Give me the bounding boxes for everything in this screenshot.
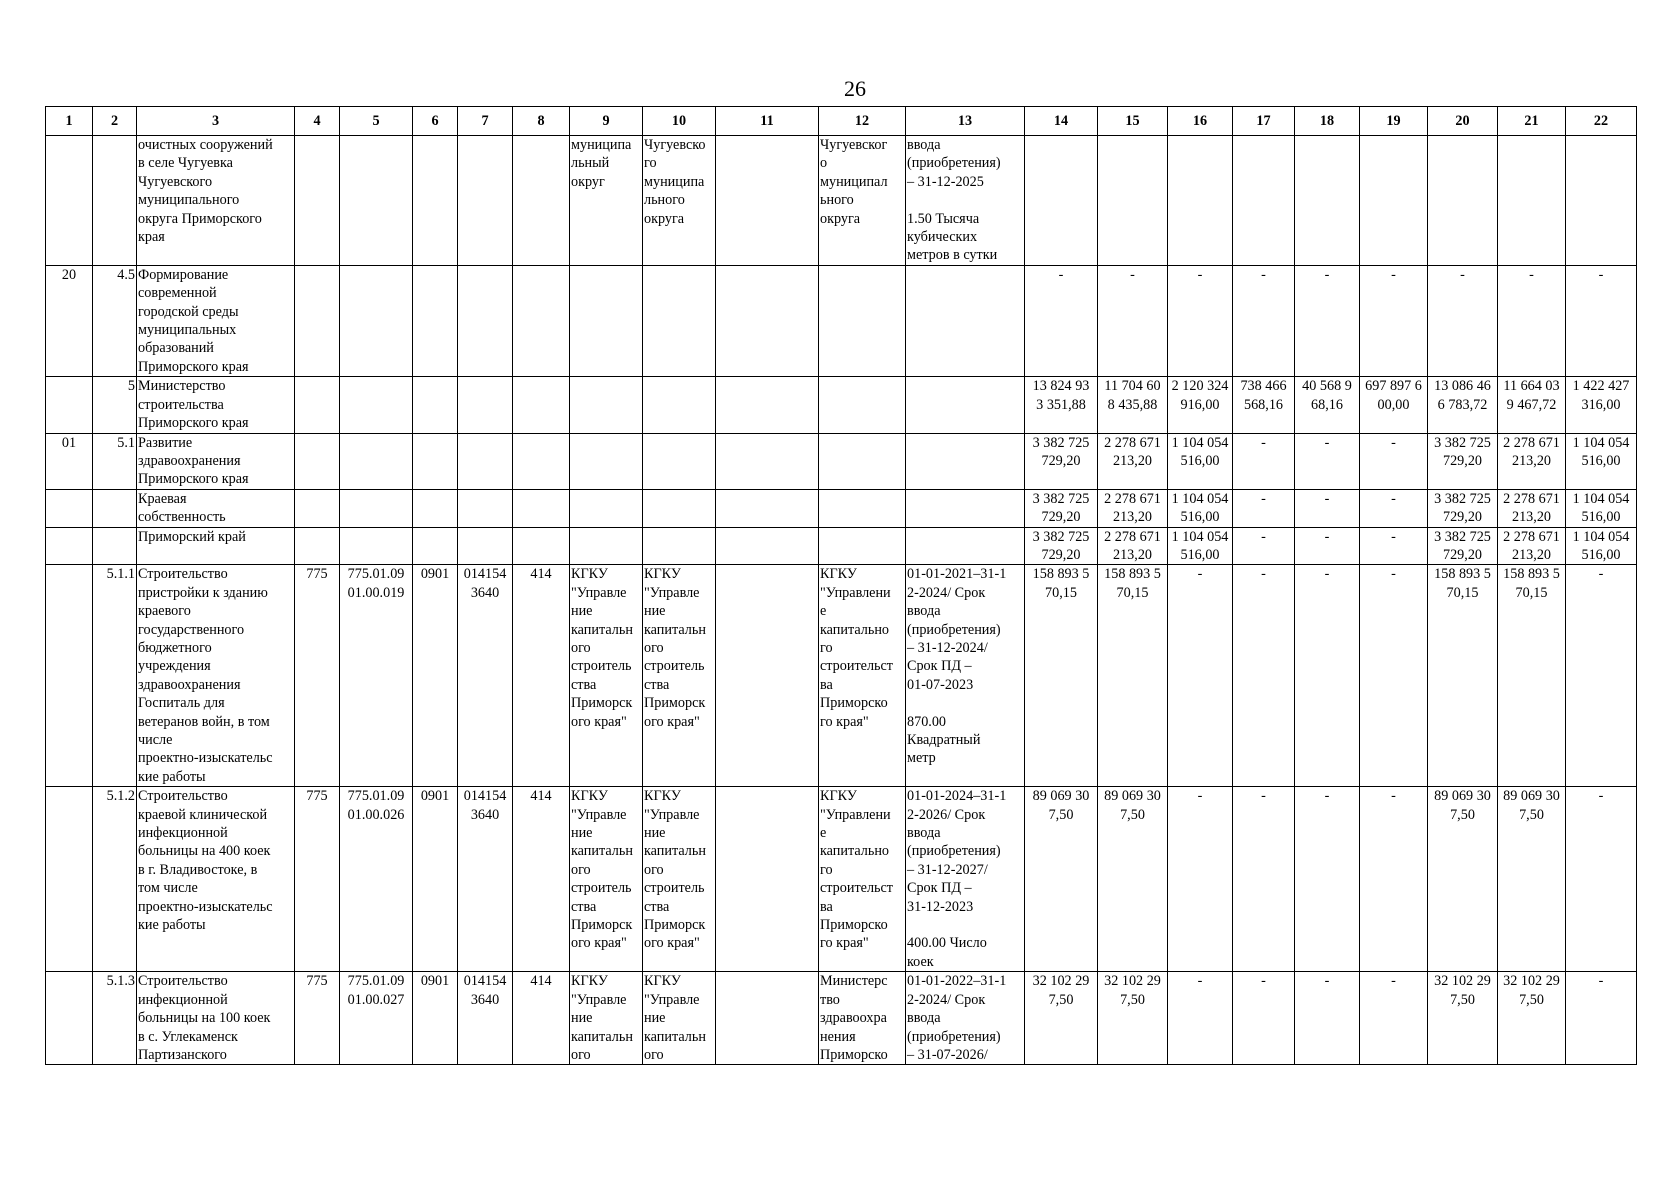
table-cell: 2 120 324 916,00 [1168,377,1233,433]
table-cell [46,377,93,433]
table-cell: 775 [295,565,340,787]
table-cell: - [1566,265,1637,376]
table-cell [819,489,906,527]
table-cell: 5.1.3 [93,972,137,1065]
page-number: 26 [844,76,866,101]
table-cell: - [1566,787,1637,972]
column-header: 15 [1098,107,1168,136]
table-cell: 3 382 725 729,20 [1025,527,1098,565]
table-cell [716,527,819,565]
table-cell: 697 897 6 00,00 [1360,377,1428,433]
table-cell: Развитие здравоохранения Приморского края [137,433,295,489]
table-cell: 775.01.09 01.00.019 [340,565,413,787]
table-cell [340,489,413,527]
table-cell: 01-01-2022–31-1 2-2024/ Срок ввода (приобретения) – 31-07-2026/ [906,972,1025,1065]
table-cell: 4.5 [93,265,137,376]
table-cell: - [1295,565,1360,787]
table-cell [819,527,906,565]
table-cell: - [1360,972,1428,1065]
table-cell [716,489,819,527]
column-header: 7 [458,107,513,136]
table-cell [1498,136,1566,266]
table-cell: 13 824 93 3 351,88 [1025,377,1098,433]
table-cell: 158 893 5 70,15 [1025,565,1098,787]
table-cell: 158 893 5 70,15 [1428,565,1498,787]
table-cell [643,489,716,527]
table-cell: 89 069 30 7,50 [1428,787,1498,972]
table-cell [46,136,93,266]
table-cell [413,265,458,376]
table-cell: КГКУ "Управле ние капитальн ого строитель ства Приморск ого края" [643,787,716,972]
column-header: 11 [716,107,819,136]
table-cell: 2 278 671 213,20 [1098,489,1168,527]
table-cell [513,489,570,527]
table-cell: - [1025,265,1098,376]
table-cell: 1 104 054 516,00 [1566,527,1637,565]
table-cell: - [1360,489,1428,527]
column-header: 5 [340,107,413,136]
table-cell [413,377,458,433]
table-row [46,787,1637,972]
table-cell [458,265,513,376]
table-cell: 3 382 725 729,20 [1428,527,1498,565]
table-cell [458,433,513,489]
table-cell: - [1295,489,1360,527]
column-header: 14 [1025,107,1098,136]
table-cell [46,972,93,1065]
table-row [46,565,1637,787]
table-cell: 775 [295,972,340,1065]
table-cell: - [1295,433,1360,489]
table-cell: - [1295,527,1360,565]
table-cell [716,377,819,433]
table-cell: - [1360,787,1428,972]
table-cell: - [1295,787,1360,972]
table-cell: - [1233,972,1295,1065]
table-cell [819,265,906,376]
column-header: 19 [1360,107,1428,136]
table-cell [906,265,1025,376]
table-cell: 2 278 671 213,20 [1498,527,1566,565]
table-cell [570,433,643,489]
table-cell: 32 102 29 7,50 [1428,972,1498,1065]
table-row [46,265,1637,376]
table-cell: 32 102 29 7,50 [1498,972,1566,1065]
column-header: 8 [513,107,570,136]
table-cell [570,377,643,433]
table-cell [716,265,819,376]
table-cell: 1 422 427 316,00 [1566,377,1637,433]
table-cell [93,489,137,527]
table-cell: 414 [513,787,570,972]
table-cell [906,433,1025,489]
table-cell [458,377,513,433]
table-cell [819,377,906,433]
table-cell: 1 104 054 516,00 [1566,433,1637,489]
table-cell [513,265,570,376]
table-cell [513,136,570,266]
column-header: 16 [1168,107,1233,136]
table-cell: - [1295,972,1360,1065]
table-cell [513,527,570,565]
table-cell [1025,136,1098,266]
table-cell: 014154 3640 [458,972,513,1065]
table-cell: 32 102 29 7,50 [1025,972,1098,1065]
table-cell: ввода (приобретения) – 31-12-2025 1.50 Тысяча кубических метров в сутки [906,136,1025,266]
table-cell: - [1360,265,1428,376]
table-cell: - [1360,527,1428,565]
table-cell: КГКУ "Управле ние капитальн ого строитель ства Приморск ого края" [570,787,643,972]
table-cell [46,527,93,565]
table-cell: 0901 [413,787,458,972]
table-cell [1168,136,1233,266]
table-cell [513,377,570,433]
table-cell: 1 104 054 516,00 [1168,527,1233,565]
table-cell: 89 069 30 7,50 [1498,787,1566,972]
table-cell: 5.1.1 [93,565,137,787]
table-cell [413,433,458,489]
table-cell [295,377,340,433]
table-cell: муниципа льный округ [570,136,643,266]
table-cell [1428,136,1498,266]
table-cell: Строительство краевой клинической инфекционной больницы на 400 коек в г. Владивостоке, в том числе проектно-изыскательс кие работы [137,787,295,972]
table-cell: 01-01-2021–31-1 2-2024/ Срок ввода (приобретения) – 31-12-2024/ Срок ПД – 01-07-2023 870.00 Квадратный метр [906,565,1025,787]
column-header: 1 [46,107,93,136]
table-cell [513,433,570,489]
column-header: 12 [819,107,906,136]
table-cell [340,433,413,489]
table-cell [819,433,906,489]
table-cell: КГКУ "Управле ние капитальн ого [643,972,716,1065]
table-cell: Министерс тво здравоохра нения Приморско [819,972,906,1065]
column-header: 18 [1295,107,1360,136]
table-cell [643,527,716,565]
table-cell [1566,136,1637,266]
table-cell: Краевая собственность [137,489,295,527]
column-header: 4 [295,107,340,136]
table-cell [295,489,340,527]
table-cell: КГКУ "Управле ние капитальн ого строитель ства Приморск ого края" [643,565,716,787]
table-cell [295,433,340,489]
table-cell [46,565,93,787]
table-cell [570,527,643,565]
table-cell: 775.01.09 01.00.026 [340,787,413,972]
table-cell: КГКУ "Управлени е капитально го строительст ва Приморско го края" [819,565,906,787]
table-cell: - [1168,972,1233,1065]
table-cell [716,433,819,489]
table-cell: 5.1 [93,433,137,489]
table-cell [570,489,643,527]
table-cell: - [1233,787,1295,972]
table-cell [570,265,643,376]
table-cell: Формирование современной городской среды муниципальных образований Приморского края [137,265,295,376]
table-cell: КГКУ "Управле ние капитальн ого [570,972,643,1065]
table-cell: 1 104 054 516,00 [1168,489,1233,527]
table-row [46,433,1637,489]
table-cell: 775 [295,787,340,972]
table-cell: 158 893 5 70,15 [1498,565,1566,787]
table-cell [413,489,458,527]
table-cell: 014154 3640 [458,565,513,787]
table-cell: - [1233,433,1295,489]
table-cell: 414 [513,972,570,1065]
table-cell: 1 104 054 516,00 [1566,489,1637,527]
table-cell: 0901 [413,565,458,787]
column-header: 2 [93,107,137,136]
table-row [46,136,1637,266]
table-cell [1295,136,1360,266]
table-cell [1098,136,1168,266]
column-header: 20 [1428,107,1498,136]
table-cell: КГКУ "Управлени е капитально го строительст ва Приморско го края" [819,787,906,972]
table-cell [46,489,93,527]
table-cell: 738 466 568,16 [1233,377,1295,433]
table-cell [340,136,413,266]
table-cell [458,527,513,565]
table-cell: КГКУ "Управле ние капитальн ого строитель ства Приморск ого края" [570,565,643,787]
table-cell: 40 568 9 68,16 [1295,377,1360,433]
table-cell [906,489,1025,527]
table-cell [906,527,1025,565]
table-cell: - [1168,565,1233,787]
table-cell [716,787,819,972]
table-cell [458,136,513,266]
header-row [46,107,1637,136]
table-cell: - [1233,265,1295,376]
table-cell [1233,136,1295,266]
table-cell [906,377,1025,433]
table-row [46,972,1637,1065]
table-cell: - [1295,265,1360,376]
table-cell: - [1360,433,1428,489]
table-cell: 2 278 671 213,20 [1498,433,1566,489]
table-cell [643,377,716,433]
column-header: 10 [643,107,716,136]
table-row [46,489,1637,527]
table-cell: 20 [46,265,93,376]
table-cell: Чугуевско го муниципа льного округа [643,136,716,266]
table-cell: 158 893 5 70,15 [1098,565,1168,787]
column-header: 21 [1498,107,1566,136]
table-cell [295,136,340,266]
table-cell: 3 382 725 729,20 [1428,489,1498,527]
table-cell: 5 [93,377,137,433]
column-header: 3 [137,107,295,136]
table-cell: 1 104 054 516,00 [1168,433,1233,489]
table-cell: - [1566,565,1637,787]
column-header: 22 [1566,107,1637,136]
table-cell: - [1098,265,1168,376]
column-header: 9 [570,107,643,136]
table-row [46,527,1637,565]
table-cell: - [1498,265,1566,376]
table-cell [413,136,458,266]
table-cell: 5.1.2 [93,787,137,972]
table-cell: 2 278 671 213,20 [1098,527,1168,565]
table-cell: 3 382 725 729,20 [1428,433,1498,489]
table-cell [643,433,716,489]
table-row [46,377,1637,433]
table-cell: 13 086 46 6 783,72 [1428,377,1498,433]
column-header: 13 [906,107,1025,136]
table-cell [716,136,819,266]
table-cell: 01-01-2024–31-1 2-2026/ Срок ввода (приобретения) – 31-12-2027/ Срок ПД – 31-12-2023 400.00 Число коек [906,787,1025,972]
table-cell: 414 [513,565,570,787]
table-cell: 32 102 29 7,50 [1098,972,1168,1065]
table-cell: 89 069 30 7,50 [1025,787,1098,972]
table-cell [295,527,340,565]
table-cell [643,265,716,376]
table-cell [458,489,513,527]
table-cell [340,265,413,376]
table-cell: 2 278 671 213,20 [1498,489,1566,527]
table-cell: Строительство инфекционной больницы на 100 коек в с. Углекаменск Партизанского [137,972,295,1065]
table-cell [716,565,819,787]
table-cell: 89 069 30 7,50 [1098,787,1168,972]
table-cell: 3 382 725 729,20 [1025,489,1098,527]
table-cell: 014154 3640 [458,787,513,972]
table-cell [1360,136,1428,266]
table-cell [716,972,819,1065]
table-cell: 3 382 725 729,20 [1025,433,1098,489]
table-cell: - [1360,565,1428,787]
table-cell: - [1428,265,1498,376]
column-header: 17 [1233,107,1295,136]
table-cell [93,136,137,266]
table-cell [295,265,340,376]
table-cell: - [1566,972,1637,1065]
table-cell: 01 [46,433,93,489]
table-cell [413,527,458,565]
table-cell [340,377,413,433]
table-cell: 11 704 60 8 435,88 [1098,377,1168,433]
table-cell: - [1233,489,1295,527]
table-cell [340,527,413,565]
table-cell: Приморский край [137,527,295,565]
table-cell: - [1233,565,1295,787]
table-cell: 775.01.09 01.00.027 [340,972,413,1065]
table-cell: Строительство пристройки к зданию краевого государственного бюджетного учреждения здравоохранения Госпиталь для ветеранов войн, в том числе проектно-изыскательс кие работы [137,565,295,787]
table-cell: очистных сооружений в селе Чугуевка Чугуевского муниципального округа Приморского края [137,136,295,266]
table-cell: 11 664 03 9 467,72 [1498,377,1566,433]
table-cell: - [1168,787,1233,972]
table-cell: Чугуевског о муниципал ьного округа [819,136,906,266]
column-header: 6 [413,107,458,136]
data-table [45,106,1637,1065]
table-cell [46,787,93,972]
table-cell: 0901 [413,972,458,1065]
table-cell: - [1168,265,1233,376]
table-cell: 2 278 671 213,20 [1098,433,1168,489]
table-cell: - [1233,527,1295,565]
table-cell [93,527,137,565]
table-cell: Министерство строительства Приморского края [137,377,295,433]
